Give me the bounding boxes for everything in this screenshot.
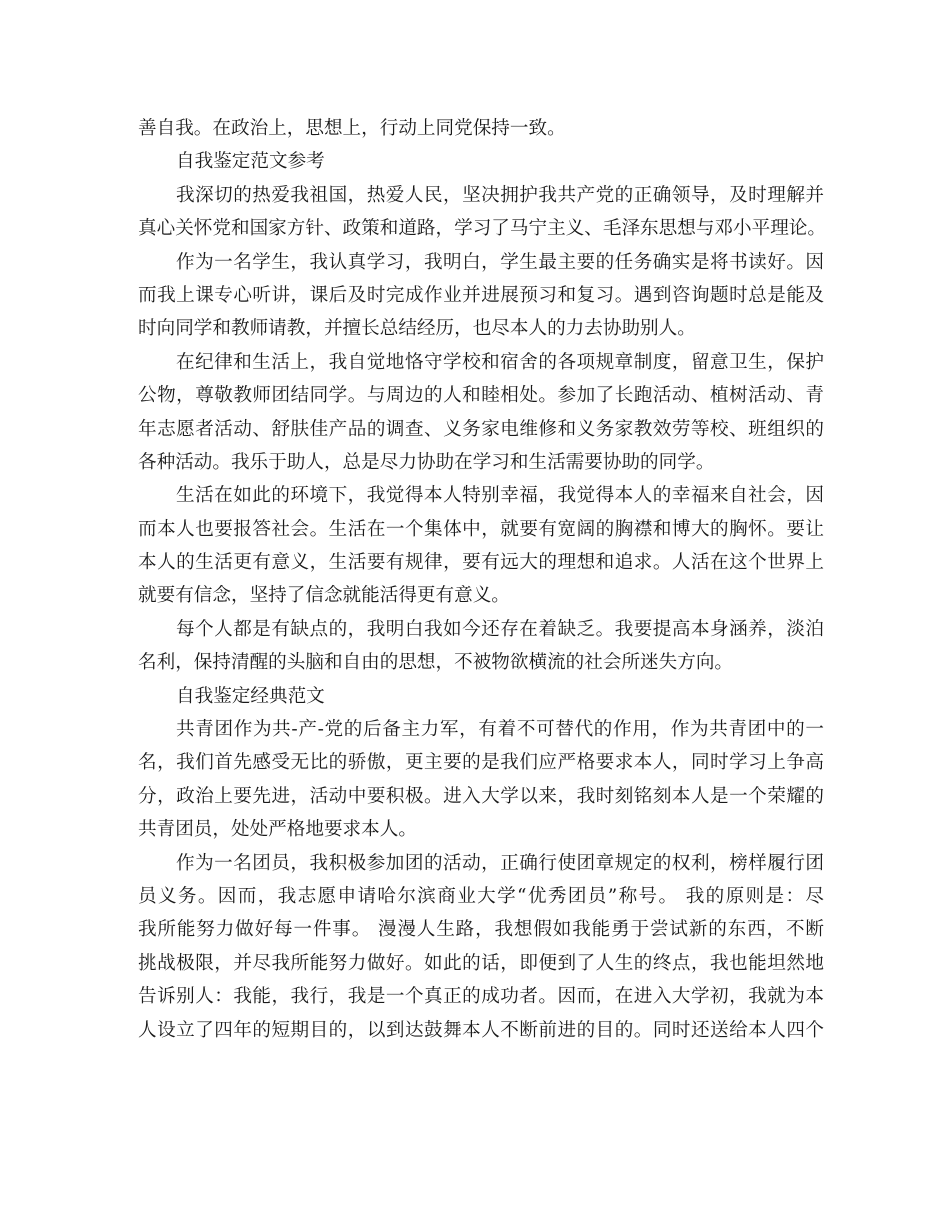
text-line: 真心关怀党和国家方针、政策和道路，学习了马宁主义、毛泽东思想与邓小平理论。 bbox=[138, 218, 826, 240]
text-line: 每个人都是有缺点的，我明白我如今还存在着缺乏。我要提高本身涵养，淡泊 bbox=[176, 618, 824, 640]
text-line: 在纪律和生活上，我自觉地恪守学校和宿舍的各项规章制度，留意卫生，保护 bbox=[176, 351, 824, 373]
text-line: 而我上课专心听讲，课后及时完成作业并进展预习和复习。遇到咨询题时总是能及 bbox=[138, 284, 824, 306]
text-line: 公物，尊敬教师团结同学。与周边的人和睦相处。参加了长跑活动、植树活动、青 bbox=[138, 385, 824, 407]
text-line: 本人的生活更有意义，生活要有规律，要有远大的理想和追求。人活在这个世界上 bbox=[138, 552, 824, 574]
text-line: 各种活动。我乐于助人，总是尽力协助在学习和生活需要协助的同学。 bbox=[138, 451, 715, 473]
text-line: 名，我们首先感受无比的骄傲，更主要的是我们应严格要求本人，同时学习上争高 bbox=[138, 752, 824, 774]
text-line: 时向同学和教师请教，并擅长总结经历，也尽本人的力去协助别人。 bbox=[138, 318, 696, 340]
text-line: 告诉别人：我能，我行，我是一个真正的成功者。因而，在进入大学初，我就为本 bbox=[138, 986, 824, 1008]
section-heading: 自我鉴定经典范文 bbox=[176, 685, 325, 707]
text-line: 分，政治上要先进，活动中要积极。进入大学以来，我时刻铭刻本人是一个荣耀的 bbox=[138, 785, 824, 807]
text-line: 善自我。在政治上，思想上，行动上同党保持一致。 bbox=[138, 118, 566, 139]
section-heading: 自我鉴定范文参考 bbox=[176, 151, 325, 173]
text-line: 而本人也要报答社会。生活在一个集体中，就要有宽阔的胸襟和博大的胸怀。要让 bbox=[138, 518, 824, 540]
text-line: 名利，保持清醒的头脑和自由的思想，不被物欲横流的社会所迷失方向。 bbox=[138, 652, 734, 674]
text-line: 作为一名学生，我认真学习，我明白，学生最主要的任务确实是将书读好。因 bbox=[176, 251, 824, 273]
text-line: 人设立了四年的短期目的，以到达鼓舞本人不断前进的目的。同时还送给本人四个 bbox=[138, 1019, 824, 1041]
document-page bbox=[138, 112, 824, 1047]
text-line: 挑战极限，并尽我所能努力做好。如此的话，即便到了人生的终点，我也能坦然地 bbox=[138, 952, 824, 974]
text-line: 共青团作为共-产-党的后备主力军，有着不可替代的作用，作为共青团中的一 bbox=[176, 719, 824, 741]
text-line: 员义务。因而，我志愿申请哈尔滨商业大学“优秀团员”称号。 我的原则是：尽 bbox=[138, 885, 824, 907]
text-line: 年志愿者活动、舒肤佳产品的调查、义务家电维修和义务家教效劳等校、班组织的 bbox=[138, 418, 824, 440]
text-line: 就要有信念，坚持了信念就能活得更有意义。 bbox=[138, 585, 510, 607]
text-line: 生活在如此的环境下，我觉得本人特别幸福，我觉得本人的幸福来自社会，因 bbox=[176, 485, 824, 507]
text-line: 我所能努力做好每一件事。 漫漫人生路，我想假如我能勇于尝试新的东西，不断 bbox=[138, 919, 824, 941]
text-line: 共青团员，处处严格地要求本人。 bbox=[138, 819, 417, 841]
text-line: 作为一名团员，我积极参加团的活动，正确行使团章规定的权利，榜样履行团 bbox=[176, 852, 824, 874]
text-line: 我深切的热爱我祖国，热爱人民，坚决拥护我共产党的正确领导，及时理解并 bbox=[176, 184, 824, 206]
